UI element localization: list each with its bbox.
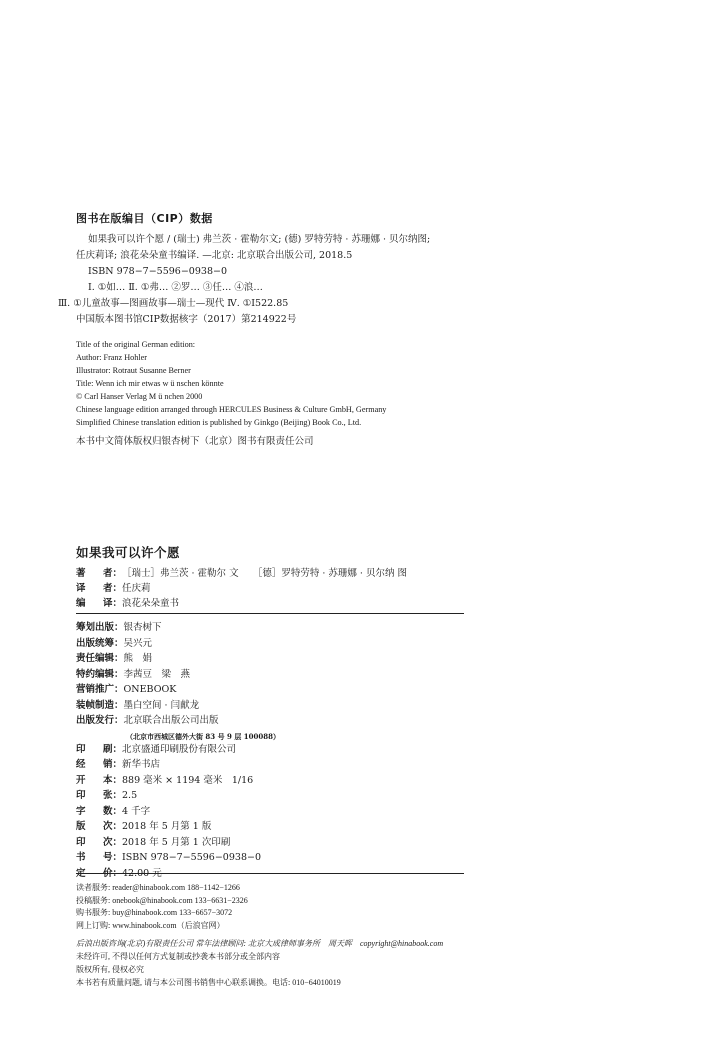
credit-value: ［瑞士］弗兰茨 · 霍勒尔 文 ［德］罗特劳特 · 苏珊娜 · 贝尔纳 图 (122, 568, 407, 579)
cn-copyright: 本书中文简体版权归银杏树下（北京）图书有限责任公司 (76, 436, 314, 447)
spec-label: 印 (76, 790, 86, 801)
spec-label: 号： (102, 852, 122, 863)
staff-row (76, 682, 280, 698)
credits-block (76, 566, 407, 611)
spec-row (76, 742, 280, 758)
original-line: Author: Franz Hohler (76, 353, 147, 362)
cip-line: 任庆莉译; 浪花朵朵童书编译. —北京: 北京联合出版公司, 2018.5 (76, 250, 353, 261)
credit-row (76, 566, 407, 581)
original-line: Simplified Chinese translation edition is published by Ginkgo (Beijing) Book Co., Ltd. (76, 418, 362, 427)
divider (76, 873, 464, 874)
original-line: Title of the original German edition: (76, 340, 196, 349)
publisher-address: （北京市西城区德外大街 83 号 9 层 100088） (126, 731, 281, 741)
spec-row (76, 773, 280, 789)
credit-value: 任庆莉 (122, 583, 151, 594)
staff-label: 出版统筹： (76, 637, 124, 649)
legal-line: 本书若有质量问题, 请与本公司图书销售中心联系调换。电话: 010−64010019 (76, 978, 341, 987)
spec-label: 字 (76, 805, 86, 817)
contact-line: 读者服务: reader@hinabook.com 188−1142−1266 (76, 883, 240, 892)
spec-label: 本： (102, 774, 122, 786)
staff-row (76, 698, 280, 714)
credit-value: 浪花朵朵童书 (122, 598, 180, 609)
cip-block (40, 232, 490, 328)
spec-row (76, 804, 280, 820)
spec-label: 次： (102, 836, 122, 848)
spec-value: 2018 年 5 月第 1 版 (122, 821, 212, 832)
staff-label: 装帧制造： (76, 699, 124, 711)
credit-label: 译： (102, 598, 122, 609)
spec-label: 书 (76, 852, 86, 863)
staff-label: 筹划出版： (76, 622, 124, 633)
staff-value: ONEBOOK (123, 684, 177, 695)
spec-label: 定 (76, 867, 86, 879)
publishing-block (76, 620, 280, 881)
original-line: Chinese language edition arranged through HERCULES Business & Culture GmbH, Germany (76, 405, 387, 414)
divider (76, 613, 464, 614)
cip-heading: 图书在版编目（CIP）数据 (76, 212, 213, 225)
credit-label: 者： (102, 583, 122, 594)
staff-value: 李茜豆 梁 燕 (123, 668, 191, 680)
credit-label: 者： (102, 568, 122, 579)
legal-line: 版权所有, 侵权必究 (76, 965, 144, 974)
spec-value: 新华书店 (122, 759, 161, 770)
spec-label: 刷： (102, 743, 122, 755)
spec-value: ISBN 978−7−5596−0938−0 (122, 852, 261, 863)
staff-value: 吴兴元 (123, 637, 153, 649)
cip-line: 中国版本图书馆CIP数据核字（2017）第214922号 (76, 314, 297, 325)
book-title: 如果我可以许个愿 (76, 545, 181, 560)
cip-line: 如果我可以许个愿 / (瑞士) 弗兰茨 · 霍勒尔文; (德) 罗特劳特 · 苏珊娜 · 贝尔纳图; (88, 234, 431, 245)
original-line: Illustrator: Rotraut Susanne Berner (76, 366, 191, 375)
spec-label: 印 (76, 743, 86, 755)
spec-row (76, 757, 280, 773)
credit-label: 编 (76, 598, 86, 609)
contact-line: 购书服务: buy@hinabook.com 133−6657−3072 (76, 908, 233, 917)
staff-row (76, 667, 280, 683)
original-line: © Carl Hanser Verlag M ü nchen 2000 (76, 392, 203, 401)
staff-label: 营销推广： (76, 684, 124, 695)
staff-value: 熊 娟 (123, 653, 153, 664)
staff-row (76, 651, 280, 667)
spec-row (76, 850, 280, 866)
staff-value: 银杏树下 (123, 622, 162, 633)
legal-line: 未经许可, 不得以任何方式复制或抄袭本书部分或全部内容 (76, 952, 280, 961)
credit-row (76, 581, 407, 596)
spec-value: 2018 年 5 月第 1 次印刷 (122, 836, 231, 848)
cip-line: ISBN 978−7−5596−0938−0 (88, 266, 227, 277)
cip-line: Ⅰ. ①如… Ⅱ. ①弗… ②罗… ③任… ④浪… (88, 282, 263, 293)
contact-block (76, 882, 248, 932)
spec-label: 经 (76, 759, 86, 770)
contact-line: 投稿服务: onebook@hinabook.com 133−6631−2326 (76, 895, 248, 905)
legal-line: 后浪出版咨询(北京)有限责任公司 常年法律顾问: 北京大成律师事务所 周天晖 copyright@hinabook.com (76, 939, 444, 948)
spec-row (76, 819, 280, 835)
staff-label: 出版发行： (76, 715, 124, 726)
staff-label: 特约编辑： (76, 668, 124, 680)
spec-value: 4 千字 (122, 805, 151, 817)
credit-label: 译 (76, 583, 86, 594)
spec-label: 张： (102, 790, 122, 801)
spec-label: 价： (102, 867, 122, 879)
spec-label: 版 (76, 821, 86, 832)
spec-row (76, 788, 280, 804)
spec-value: 889 毫米 × 1194 毫米 1/16 (122, 774, 254, 786)
spec-row (76, 835, 280, 851)
spec-label: 印 (76, 836, 86, 848)
staff-row (76, 620, 280, 636)
original-edition-info (76, 338, 386, 429)
cip-line: Ⅲ. ①儿童故事—图画故事—瑞士—现代 Ⅳ. ①I522.85 (58, 298, 289, 309)
spec-value: 42.00 元 (122, 867, 162, 879)
spec-label: 数： (102, 805, 122, 817)
spec-label: 销： (102, 759, 122, 770)
spec-label: 开 (76, 774, 86, 786)
staff-row (76, 636, 280, 652)
staff-row (76, 713, 280, 729)
staff-value: 墨白空间 · 闫献龙 (123, 699, 200, 711)
legal-block (76, 937, 443, 989)
credit-row (76, 596, 407, 611)
staff-value: 北京联合出版公司出版 (123, 715, 219, 726)
spec-value: 2.5 (122, 790, 138, 801)
staff-label: 责任编辑： (76, 653, 124, 664)
spec-label: 次： (102, 821, 122, 832)
spec-value: 北京盛通印刷股份有限公司 (122, 743, 237, 755)
credit-label: 著 (76, 568, 86, 579)
original-line: Title: Wenn ich mir etwas w ü nschen könnte (76, 379, 224, 388)
contact-line: 网上订购: www.hinabook.com（后浪官网） (76, 920, 225, 930)
